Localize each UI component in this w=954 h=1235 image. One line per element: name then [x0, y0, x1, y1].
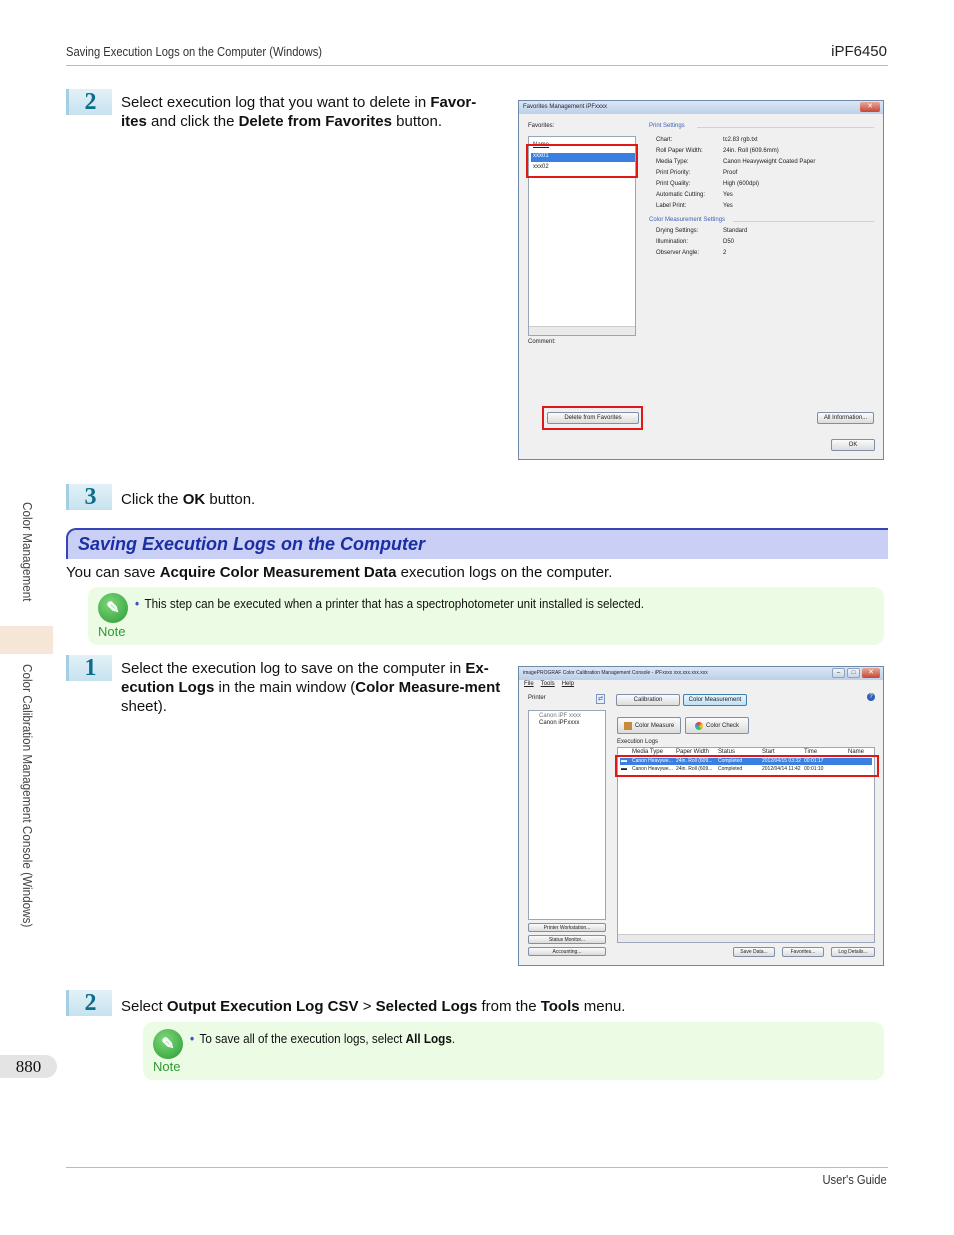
color-wheel-icon [695, 722, 703, 730]
setting-key: Observer Angle: [656, 250, 700, 256]
highlight-box [526, 144, 638, 178]
help-icon[interactable]: ? [867, 693, 875, 701]
print-settings-list [656, 137, 876, 214]
favorites-button[interactable]: Favorites... [782, 947, 824, 957]
note-label: Note [153, 1059, 181, 1074]
favorites-management-window [518, 100, 884, 460]
column-header[interactable]: Start [762, 749, 775, 755]
comment-label: Comment: [528, 339, 556, 345]
column-header[interactable]: Paper Width [676, 749, 710, 755]
highlight-box [542, 406, 643, 430]
setting-value: 2 [723, 250, 727, 256]
list-item[interactable]: xxx02 [533, 164, 549, 170]
section-heading [66, 528, 888, 559]
cell: Canon Heavywe... [632, 758, 673, 764]
print-settings-heading: Print Settings [649, 123, 685, 129]
printer-icon: ▬ [621, 766, 627, 772]
step-number-badge: 2 [66, 89, 112, 115]
setting-value: High (600dpi) [723, 181, 760, 187]
maximize-icon[interactable]: □ [847, 668, 860, 678]
setting-value: Canon Heavyweight Coated Paper [723, 159, 816, 165]
step-instruction: Select execution log that you want to delete in Favor-ites and click the Delete from Favorites button. [121, 94, 477, 130]
setting-value: tc2.83 rgb.txt [723, 137, 758, 143]
log-details-button[interactable]: Log Details... [831, 947, 875, 957]
printer-label: Printer [528, 695, 546, 701]
note-text: • To save all of the execution logs, select All Logs. [190, 1031, 456, 1046]
printer-icon: ▬ [621, 758, 627, 764]
tab-calibration[interactable]: Calibration [616, 694, 680, 706]
side-tab-color-management[interactable]: Color Management [20, 502, 35, 602]
menu-item-file[interactable]: File [524, 681, 534, 687]
setting-value: Standard [723, 228, 748, 234]
note-text: • This step can be executed when a printer that has a spectrophotometer unit installed is selected. [135, 596, 645, 611]
column-header[interactable]: Time [804, 749, 818, 755]
cell: Completed [718, 758, 743, 764]
accounting-button[interactable]: Accounting... [528, 947, 606, 956]
setting-value: Yes [723, 192, 733, 198]
execution-logs-label: Execution Logs [617, 739, 659, 745]
note-pencil-icon: ✎ [98, 593, 128, 623]
menu-bar [524, 681, 574, 688]
step-number-badge: 2 [66, 990, 112, 1016]
cell: 00:01:17 [804, 758, 824, 764]
setting-value: D50 [723, 239, 735, 245]
side-tab-highlight [0, 626, 53, 654]
save-data-button[interactable]: Save Data... [733, 947, 775, 957]
tab-color-measurement[interactable]: Color Measurement [683, 694, 747, 706]
divider [697, 127, 874, 128]
menu-item-tools[interactable]: Tools [540, 681, 555, 687]
setting-value: 24in. Roll (609.6mm) [723, 148, 779, 154]
button-label: Color Measure [634, 722, 675, 729]
note-label: Note [98, 624, 126, 639]
cell: Completed [718, 766, 743, 772]
measure-icon [624, 722, 632, 730]
page-number: 880 [0, 1055, 57, 1078]
color-settings-heading: Color Measurement Settings [649, 217, 726, 223]
setting-key: Label Print: [656, 203, 687, 209]
refresh-icon[interactable]: ⇄ [597, 696, 604, 702]
setting-key: Illumination: [656, 239, 689, 245]
step-instruction: Select the execution log to save on the computer in Ex-ecution Logs in the main window (Color Measure-ment sheet). [121, 660, 501, 715]
status-monitor-button[interactable]: Status Monitor... [528, 935, 606, 944]
color-calibration-console-window [518, 666, 884, 966]
side-tab-console[interactable]: Color Calibration Management Console (Windows) [20, 664, 35, 928]
column-header[interactable]: Status [718, 749, 736, 755]
header-divider [66, 65, 888, 66]
highlight-box [615, 755, 879, 777]
cell: 24in. Roll (609... [676, 758, 713, 764]
column-header[interactable]: Name [848, 749, 865, 755]
footer-divider [66, 1167, 888, 1168]
window-titlebar: Favorites Management iPFxxxx [519, 101, 883, 114]
note-pencil-icon: ✎ [153, 1029, 183, 1059]
color-settings-list [656, 228, 876, 261]
horizontal-scrollbar[interactable] [618, 934, 874, 942]
note-box [88, 587, 884, 645]
close-icon[interactable]: ✕ [860, 102, 880, 112]
setting-key: Roll Paper Width: [656, 148, 703, 154]
running-footer: User's Guide [822, 1172, 887, 1187]
setting-key: Chart: [656, 137, 673, 143]
ok-button[interactable]: OK [831, 439, 875, 451]
setting-key: Automatic Cutting: [656, 192, 706, 198]
window-titlebar: imagePROGRAF Color Calibration Management Console - iPFxxxx xxx.xxx.xxx.xxx [519, 667, 883, 680]
setting-key: Drying Settings: [656, 228, 699, 234]
cell: 24in. Roll (609... [676, 766, 713, 772]
printer-tree[interactable] [528, 710, 606, 920]
setting-value: Proof [723, 170, 738, 176]
minimize-icon[interactable]: – [832, 668, 845, 678]
printer-workstation-button[interactable]: Printer Workstation... [528, 923, 606, 932]
menu-item-help[interactable]: Help [561, 681, 575, 687]
section-title: Saving Execution Logs on the Computer [78, 534, 426, 554]
cell: 2012/04/15 03:32 [762, 758, 801, 764]
note-box [143, 1022, 884, 1080]
intro-paragraph: You can save Acquire Color Measurement Data execution logs on the computer. [66, 564, 613, 581]
setting-value: Yes [723, 203, 733, 209]
list-item[interactable]: xxx01 [531, 153, 635, 162]
cell: 2012/04/14 11:42 [762, 766, 801, 772]
column-header-name[interactable]: Name [533, 142, 550, 148]
running-header-model: iPF6450 [831, 43, 887, 60]
cell: 00:01:10 [804, 766, 824, 772]
close-icon[interactable]: ✕ [862, 668, 880, 678]
setting-key: Media Type: [656, 159, 689, 165]
color-measure-button[interactable] [617, 717, 681, 734]
divider [733, 221, 874, 222]
tree-item[interactable]: Canon iPF xxxx [539, 713, 582, 719]
setting-key: Print Priority: [656, 170, 691, 176]
color-check-button[interactable] [685, 717, 749, 734]
horizontal-scrollbar[interactable] [529, 326, 635, 335]
setting-key: Print Quality: [656, 181, 691, 187]
step-instruction: Select Output Execution Log CSV > Selected Logs from the Tools menu. [121, 998, 626, 1015]
running-header-title: Saving Execution Logs on the Computer (Windows) [66, 44, 323, 59]
tree-item[interactable]: Canon iPFxxxx [539, 720, 580, 726]
cell: Canon Heavywe... [632, 766, 673, 772]
column-header[interactable]: Media Type [632, 749, 663, 755]
step-number-badge: 1 [66, 655, 112, 681]
delete-from-favorites-button[interactable]: Delete from Favorites [547, 412, 639, 424]
button-label: Color Check [705, 722, 739, 729]
all-information-button[interactable]: All Information... [817, 412, 874, 424]
step-number-badge: 3 [66, 484, 112, 510]
step-instruction: Click the OK button. [121, 491, 256, 508]
favorites-label: Favorites: [528, 123, 555, 129]
